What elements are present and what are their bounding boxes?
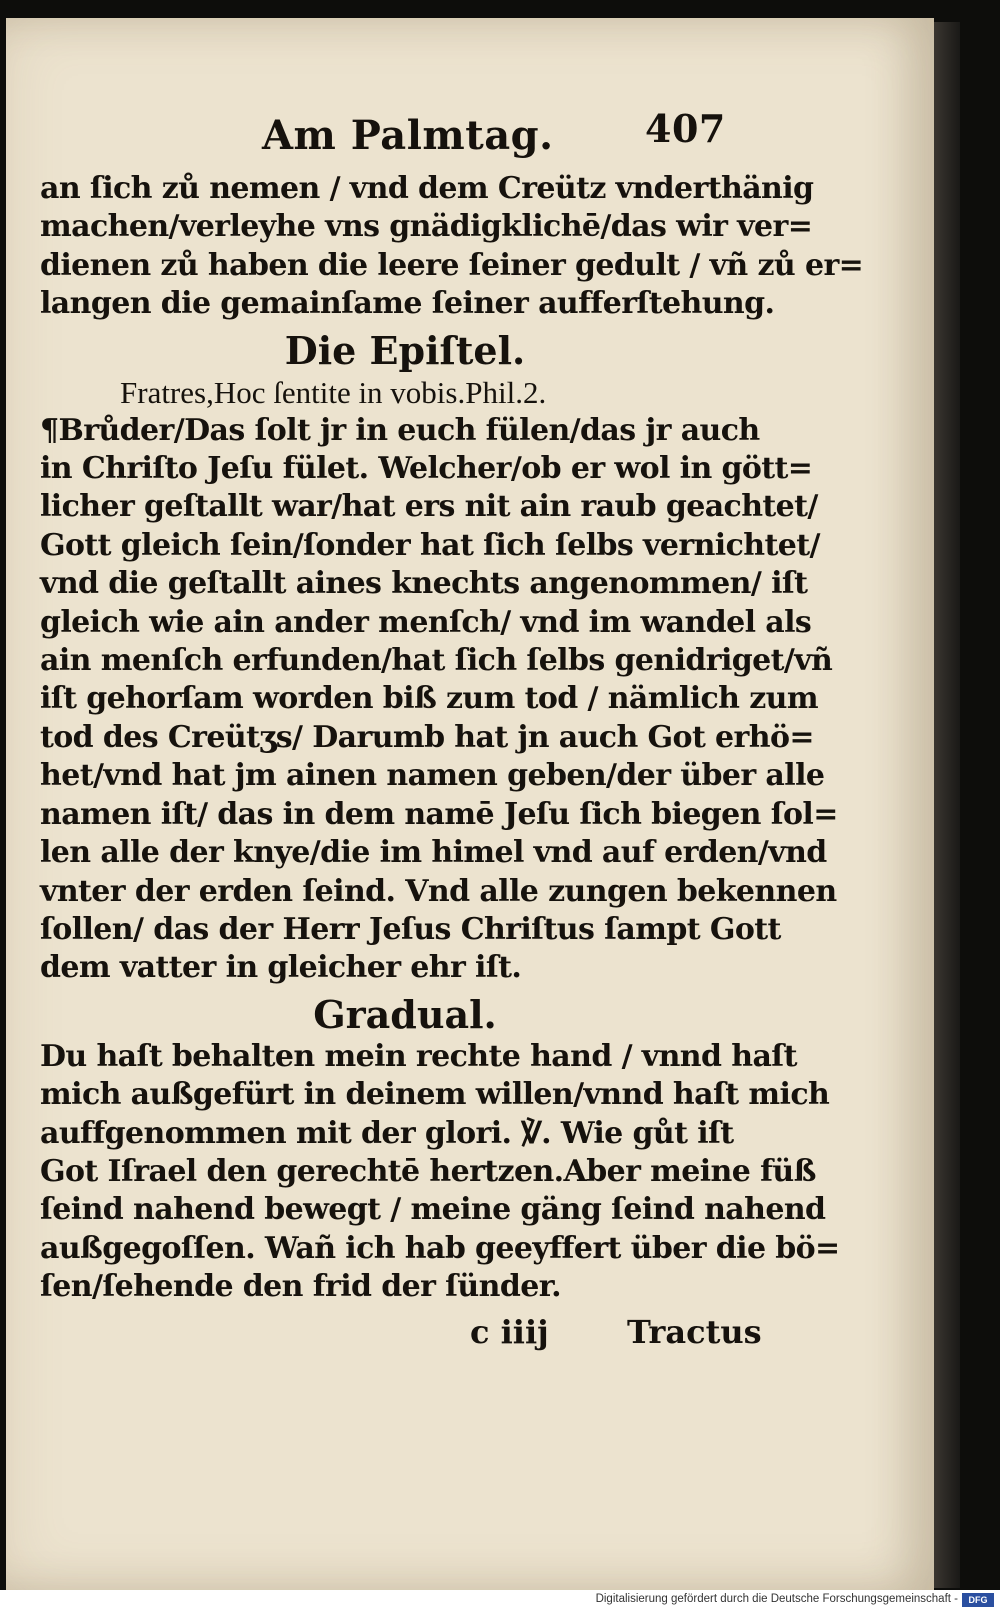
text-line: außgegoſſen. Wañ ich hab geeyffert über die bö= (40, 1230, 840, 1266)
gradual-paragraph (40, 1038, 840, 1307)
text-line: het/vnd hat jm ainen namen geben/der über alle (40, 758, 825, 794)
text-line: gleich wie ain ander menſch/ vnd im wandel als (40, 604, 812, 640)
running-title: Am Palmtag. (262, 112, 554, 159)
text-line: Got Iſrael den gerechtē hertzen.Aber meine füß (40, 1153, 816, 1189)
page-edge-shadow (934, 22, 960, 1588)
epistle-paragraph (40, 412, 838, 988)
text-line: auffgenommen mit der glori. ℣. Wie gůt iſt (40, 1115, 734, 1151)
signature-mark: c iiij (470, 1312, 549, 1351)
text-line: len alle der knye/die im himel vnd auf erden/vnd (40, 835, 827, 871)
text-line: Du haſt behalten mein rechte hand / vnnd haſt (40, 1038, 797, 1074)
epistle-citation: Fratres,Hoc ſentite in vobis.Phil.2. (120, 374, 547, 410)
digitization-footer (0, 1590, 1000, 1611)
catchword: Tractus (627, 1312, 762, 1351)
text-line: dienen zů haben die leere ſeiner gedult / vñ zů er= (40, 247, 864, 283)
page-footer-line (40, 1313, 770, 1357)
text-block (40, 106, 864, 1357)
text-line: langen die gemainſame ſeiner aufferſtehung. (40, 286, 775, 322)
text-line: dem vatter in gleicher ehr iſt. (40, 950, 522, 986)
dfg-credit-text: Digitalisierung gefördert durch die Deutsche Forschungsgemeinschaft - (595, 1593, 958, 1605)
text-line: vnter der erden ſeind. Vnd alle zungen bekennen (40, 873, 837, 909)
text-line: ſeind nahend bewegt / meine gäng ſeind nahend (40, 1192, 826, 1228)
dfg-logo: DFG (962, 1593, 994, 1607)
prayer-paragraph (40, 170, 864, 324)
text-line: licher geſtallt war/hat ers nit ain raub geachtet/ (40, 489, 818, 525)
text-line: ſen/ſehende den frid der ſünder. (40, 1269, 562, 1305)
text-line: vnd die geſtallt aines knechts angenommen/ iſt (40, 566, 808, 602)
text-line: an ſich zů nemen / vnd dem Creütz vnderthänig (40, 171, 814, 206)
text-line: machen/verleyhe vns gnädigklichē/das wir ver= (40, 209, 813, 245)
text-line: ain menſch erfunden/hat ſich ſelbs genidriget/vñ (40, 643, 833, 679)
text-line: Gott gleich ſein/ſonder hat ſich ſelbs vernichtet/ (40, 527, 820, 563)
text-line: iſt gehorſam worden biß zum tod / nämlich zum (40, 681, 819, 717)
running-head (40, 106, 770, 170)
text-line: mich außgefürt in deinem willen/vnnd haſt mich (40, 1077, 830, 1113)
text-line: tod des Creütʒs/ Darumb hat jn auch Got erhö= (40, 719, 814, 755)
text-line: in Chriſto Jeſu fület. Welcher/ob er wol in gött= (40, 451, 813, 487)
text-line: ¶Brůder/Das ſolt jr in euch fülen/das jr auch (40, 412, 760, 448)
text-line: namen iſt/ das in dem namē Jeſu ſich biegen ſol= (40, 796, 838, 832)
text-line: ſollen/ das der Herr Jeſus Chriſtus ſampt Gott (40, 911, 781, 947)
gradual-heading: Gradual. (313, 991, 497, 1037)
epistle-heading: Die Epiſtel. (284, 327, 526, 373)
folio-number: 407 (645, 106, 726, 151)
